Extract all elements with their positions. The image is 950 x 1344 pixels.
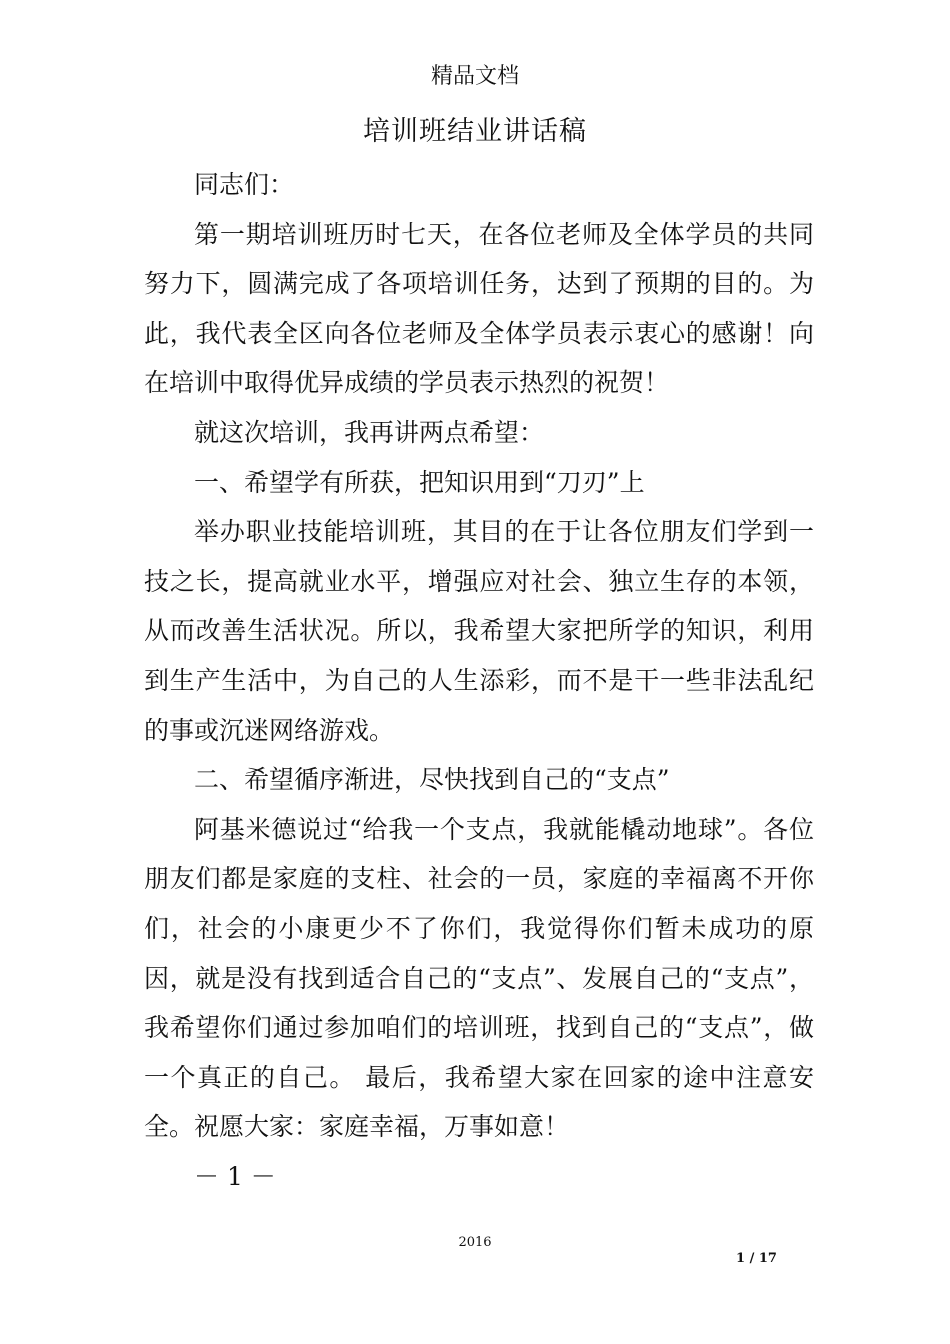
document-body	[144, 160, 814, 1201]
paragraph-section-1: 举办职业技能培训班，其目的在于让各位朋友们学到一技之长，提高就业水平，增强应对社会、独立生存的本领，从而改善生活状况。所以，我希望大家把所学的知识，利用到生产生活中，为自己的人生添彩，而不是干一些非法乱纪的事或沉迷网络游戏。	[144, 517, 814, 745]
page-header: 精品文档	[430, 64, 519, 89]
document-title: 培训班结业讲话稿	[363, 116, 587, 147]
paragraph-intro: 第一期培训班历时七天，在各位老师及全体学员的共同努力下，圆满完成了各项培训任务，达到了预期的目的。为此，我代表全区向各位老师及全体学员表示衷心的感谢！向在培训中取得优异成绩的学员表示热烈的祝贺！	[144, 219, 814, 398]
paragraph-section-2: 阿基米德说过“给我一个支点，我就能橇动地球”。各位朋友们都是家庭的支柱、社会的一员，家庭的幸福离不开你们，社会的小康更少不了你们，我觉得你们暂未成功的原因，就是没有找到适合自己的“支点”、发展自己的“支点”，我希望你们通过参加咱们的培训班，找到自己的“支点”，做一个真正的自己。 最后，我希望大家在回家的途中注意安全。祝愿大家：家庭幸福，万事如意！	[144, 814, 814, 1142]
inline-page-number: － 1 －	[194, 1161, 276, 1191]
section-heading-2: 二、希望循序渐进，尽快找到自己的“支点”	[194, 765, 670, 795]
salutation: 同志们：	[194, 170, 295, 199]
footer-page-indicator: 1 / 17	[736, 1251, 777, 1266]
section-heading-1: 一、希望学有所获，把知识用到“刀刃”上	[194, 467, 645, 497]
paragraph-hopes: 就这次培训，我再讲两点希望：	[194, 417, 545, 447]
footer-year: 2016	[458, 1235, 492, 1250]
